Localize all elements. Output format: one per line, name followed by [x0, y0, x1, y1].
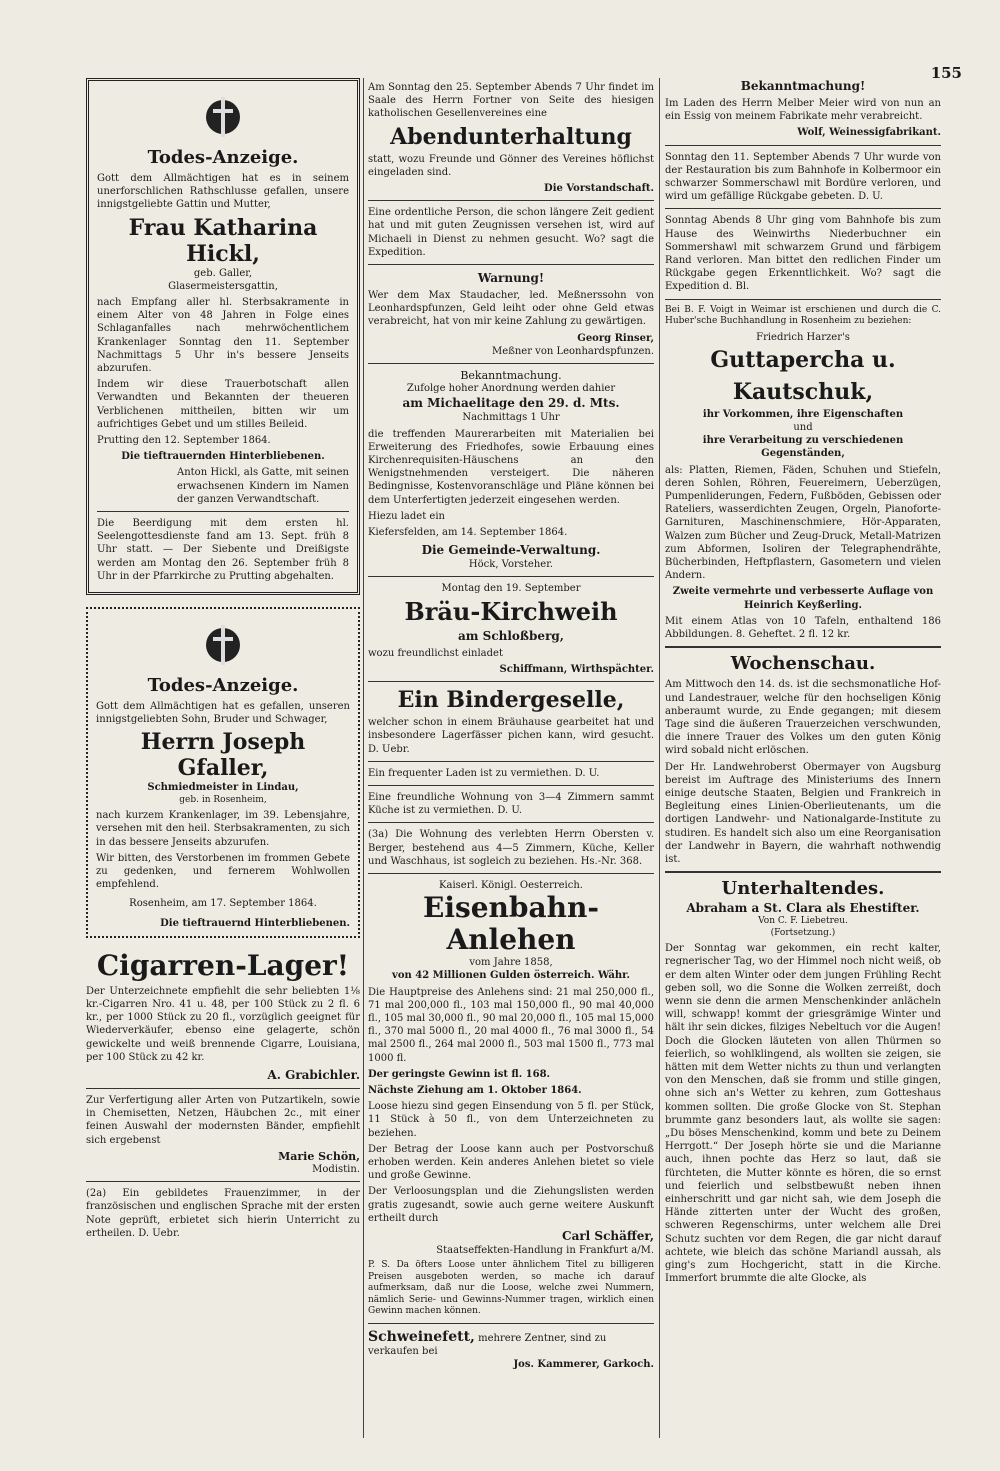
ad-text: (3a) Die Wohnung des verlebten Herrn Obersten v. Berger, bestehend aus 4—5 Zimmern, Küche, Keller und Waschhaus, ist sogleich zu beziehen. Hs.-Nr. 368.: [368, 829, 654, 867]
notice-text: Gott dem Allmächtigen hat es in seinem unerforschlichen Rathschlusse gefallen, unsere innigstgeliebte Gattin und Mutter,: [97, 173, 349, 211]
notice-sub: geb. Galler,: [193, 267, 253, 279]
divider: [368, 822, 654, 823]
notice-signature: Die tieftrauernden Hinterbliebenen.: [121, 451, 325, 463]
divider: [97, 511, 349, 512]
notice-sub: Schmiedmeister in Lindau,: [147, 782, 299, 794]
article-text: Der Hr. Landwehroberst Obermayer von Augsburg bereist im Auftrage des Ministeriums des Innern einige deutsche Staaten, Belgien und Frankreich in Begleitung eines Linien-Oberlieutenants, um die dortigen Landwehr- und Nationalgarde-Institute zu studiren. Es handelt sich also um eine Reorganisation der Landwehr in Bayern, die wahrhaft nothwendig ist.: [665, 761, 941, 865]
ad-text: Mit einem Atlas von 10 Tafeln, enthaltend 186 Abbildungen. 8. Geheftet. 2 fl. 12 kr.: [665, 615, 941, 641]
ad-signature: Carl Schäffer,: [562, 1228, 654, 1243]
notice-title: Todes-Anzeige.: [147, 675, 299, 697]
ad-text: Hiezu ladet ein: [368, 510, 445, 522]
ad-text: Bei B. F. Voigt in Weimar ist erschienen und durch die C. Huber'sche Buchhandlung in Rosenheim zu beziehen:: [665, 304, 941, 327]
notice-text: nach Empfang aller hl. Sterbsakramente in einem Alter von 48 Jahren in Folge eines Schlaganfalles nach mehrwöchentlichem Krankenlager Sonntag den 11. September Nachmittags 5 Uhr in's bessere Jenseits abzurufen.: [97, 297, 349, 375]
ad-line: ihr Vorkommen, ihre Eigenschaften: [702, 408, 904, 420]
ad-text: Der Verloosungsplan und die Ziehungslisten werden gratis zugesandt, sowie auch gerne weitere Auskunft ertheilt durch: [368, 1186, 654, 1224]
ad-heading: Ein Bindergeselle,: [397, 687, 625, 714]
ad-postscript: P. S. Da öfters Loose unter ähnlichem Titel zu billigeren Preisen ausgeboten werden, so mache ich darauf aufmerksam, daß nur die Loose, welche zwei Nummern, nämlich Serie- und Gewinns-Nummer tragen, wirklich einen Gewinn machen können.: [368, 1260, 654, 1317]
ad-heading: Bräu-Kirchweih: [404, 596, 618, 626]
divider: [368, 576, 654, 577]
notice-date: Rosenheim, am 17. September 1864.: [129, 898, 317, 910]
ad-heading: Bekanntmachung!: [740, 79, 866, 93]
divider: [368, 681, 654, 682]
ad-text: Ein frequenter Laden ist zu vermiethen. D. U.: [368, 767, 600, 779]
ad-text: Die Hauptpreise des Anlehens sind: 21 mal 250,000 fl., 71 mal 200,000 fl., 103 mal 150,000 fl., 90 mal 40,000 fl., 105 mal 30,000 fl., 90 mal 20,000 fl., 105 mal 15,000 fl., 370 mal 5000 fl., 20 mal 4000 fl., 76 mal 3000 fl., 54 mal 2500 fl., 264 mal 2000 fl., 503 mal 1500 fl., 773 mal 1000 fl.: [368, 986, 654, 1064]
notice-title: Todes-Anzeige.: [147, 147, 299, 168]
ad-text: Eine freundliche Wohnung von 3—4 Zimmern sammt Küche ist zu vermiethen. D. U.: [368, 791, 654, 817]
divider: [665, 299, 941, 300]
ad-heading: Guttapercha u. Kautschuk,: [710, 346, 896, 405]
notice-signature: Die tieftrauernd Hinterbliebenen.: [160, 917, 350, 929]
divider: [368, 1323, 654, 1324]
ad-heading: Warnung!: [477, 271, 545, 286]
ad-text: mehrere Zentner, sind zu verkaufen bei: [368, 1332, 607, 1357]
ad-date: Kiefersfelden, am 14. September 1864.: [368, 527, 568, 539]
ad-signature: Höck, Vorsteher.: [468, 559, 554, 571]
notice-text: Wir bitten, des Verstorbenen im frommen Gebete zu gedenken, und fernerem Wohlwollen empfehlend.: [96, 852, 350, 891]
notice-sub: Glasermeistersgattin,: [168, 280, 278, 292]
divider: [665, 145, 941, 146]
column-2: [368, 78, 654, 1371]
ad-text: Am Sonntag den 25. September Abends 7 Uhr findet im Saale des Herrn Fortner von Seite des hiesigen katholischen Gesellenvereines eine: [368, 82, 654, 120]
ad-text: Sonntag Abends 8 Uhr ging vom Bahnhofe bis zum Hause des Weinwirths Niederbuchner ein Sommershawl mit schwarzem Grund und färbigem Rand verloren. Man bittet den redlichen Finder um Rückgabe gegen Erkenntlichkeit. Wo? sagt die Expedition d. Bl.: [665, 215, 941, 293]
notice-text: Die Beerdigung mit dem ersten hl. Seelengottesdienste fand am 13. Sept. früh 8 Uhr statt. — Der Siebente und Dreißigste werden am Montag den 26. September früh 8 Uhr in der Pfarrkirche zu Prutting abgehalten.: [97, 518, 349, 582]
story-author: Von C. F. Liebetreu.: [758, 916, 848, 927]
ad-text: Wer dem Max Staudacher, led. Meßnerssohn von Leonhardspfunzen, Geld leiht oder ohne Geld etwas verabreicht, hat von mir keine Zahlung zu gewärtigen.: [368, 290, 654, 328]
notice-signature: Anton Hickl, als Gatte, mit seinen erwachsenen Kindern im Namen der ganzen Verwandtschaft.: [177, 467, 349, 505]
notice-date: Prutting den 12. September 1864.: [97, 435, 271, 447]
ad-cigars: [86, 950, 360, 1083]
ad-text: Loose hiezu sind gegen Einsendung von 5 fl. per Stück, 11 Stück à 50 fl., von dem Unterzeichneten zu beziehen.: [368, 1101, 654, 1139]
ad-line: ihre Verarbeitung zu verschiedenen Gegenständen,: [702, 435, 904, 460]
ad-signature: Jos. Kammerer, Garkoch.: [513, 1359, 654, 1371]
notice-text: Indem wir diese Trauerbotschaft allen Verwandten und Bekannten der theueren Verblichenen mittheilen, bitten wir um aufrichtiges Gebet und um stilles Beileid.: [97, 379, 349, 430]
ad-signature: Schiffmann, Wirthspächter.: [499, 663, 654, 675]
section-heading: Wochenschau.: [730, 653, 876, 675]
page-number: 155: [930, 64, 962, 82]
column-divider: [363, 78, 364, 1438]
ad-signature: Georg Rinser,: [577, 332, 654, 344]
ad-text: Der geringste Gewinn ist fl. 168.: [368, 1068, 551, 1080]
story-continuation: (Fortsetzung.): [770, 927, 836, 938]
ad-text: Nächste Ziehung am 1. Oktober 1864.: [368, 1084, 582, 1096]
mourning-cross-icon: [203, 619, 243, 669]
ad-signature: Modistin.: [312, 1164, 360, 1176]
death-notice-hickl: [86, 78, 360, 595]
ad-text: Eine ordentliche Person, die schon längere Zeit gedient hat und mit guten Zeugnissen versehen ist, wird auf Michaeli in Dienst zu nehmen gesucht. Wo? sagt die Expedition.: [368, 207, 654, 258]
ad-line: wozu freundlichst einladet: [368, 647, 503, 659]
divider: [665, 871, 941, 873]
divider: [368, 363, 654, 364]
mourning-cross-icon: [203, 91, 243, 141]
ad-line: Zweite vermehrte und verbesserte Auflage von Heinrich Keyßerling.: [672, 586, 934, 611]
ad-line: am Schloßberg,: [458, 628, 564, 643]
story-text: Der Sonntag war gekommen, ein recht kalter, regnerischer Tag, wo der Himmel noch nicht weiß, ob er dem alten Winter oder dem jungen Frühling Recht geben soll, wo die Sonne die Wolken zerreißt, doch wenn sie denn die armen Menschenkinder anlächeln will, schwapp! kommt der griesgrämige Winter und hält ihr sein dickes, filziges Nebeltuch vor die Augen! Doch die Glocken läuteten von allen Thürmen so feierlich, so wohlklingend, als wollten sie zeigen, sie hätten mit dem Wetter nichts zu thun und verlangten von den Menschen, daß sie fromm und stille gingen, ohne sich an's Wetter zu kehren, zum Gotteshaus kommen sollten. Die große Glocke von St. Stephan brummte ganz besonders laut, als wollte sie sagen: „Du böses Menschenkind, komm und bete zu Deinem Herrgott.“ Der Joseph hörte sie und die Marianne auch, ihnen pochte das Herz so laut, daß sie fürchteten, die Mutter könnte es hören, die so ernst und feierlich und selbstbewußt neben ihnen einherschritt und gar nicht sah, wie dem Joseph die Hände zitterten unter der Wucht des großen, schweren Regenschirms, unter welchem alle Drei Schutz suchten vor dem Regen, die gar nicht darauf achtete, wie bleich das schöne Mariandl aussah, als ging's zum Hochgericht, statt in die Kirche. Immerfort brummte die alte Glocke, als: [665, 943, 941, 1285]
divider: [368, 873, 654, 874]
ad-signature: Die Vorstandschaft.: [544, 183, 654, 195]
ad-line: vom Jahre 1858,: [469, 957, 553, 969]
ad-tutor: (2a) Ein gebildetes Frauenzimmer, in der französischen und englischen Sprache mit der ersten Note geprüft, erbietet sich hierin Unterricht zu ertheilen. D. Uebr.: [86, 1188, 360, 1239]
divider: [86, 1088, 360, 1089]
ad-line: von 42 Millionen Gulden österreich. Währ.: [392, 970, 630, 982]
divider: [368, 200, 654, 201]
section-heading: Unterhaltendes.: [721, 878, 885, 900]
ad-signature: A. Grabichler.: [267, 1068, 360, 1083]
ad-line: Montag den 19. September: [441, 583, 581, 595]
ad-heading: Schweinefett,: [368, 1328, 475, 1345]
column-3: [665, 78, 941, 1288]
ad-milliner: [86, 1094, 360, 1176]
ad-heading: Abendunterhaltung: [390, 123, 632, 150]
column-divider: [659, 78, 660, 1438]
divider: [368, 761, 654, 762]
divider: [665, 646, 941, 648]
ad-text: Der Unterzeichnete empfiehlt die sehr beliebten 1⅛ kr.-Cigarren Nro. 41 u. 48, per 100 Stück zu 2 fl. 6 kr., per 1000 Stück zu 20 fl., vorzüglich geeignet für Wiederverkäufer, ebenso eine gelagerte, schön gewickelte und weiß brennende Cigarre, Louisiana, per 100 Stück zu 42 kr.: [86, 985, 360, 1063]
ad-heading: Eisenbahn-Anlehen: [423, 891, 599, 957]
ad-signature: Meßner von Leonhardspfunzen.: [492, 345, 654, 357]
ad-line: am Michaelitage den 29. d. Mts.: [402, 396, 620, 411]
ad-text: Der Betrag der Loose kann auch per Postvorschuß erhoben werden. Kein anderes Anlehen bietet so viele und große Gewinne.: [368, 1143, 654, 1182]
ad-text: welcher schon in einem Bräuhause gearbeitet hat und insbesondere Lagerfässer pichen kann, wird gesucht. D. Uebr.: [368, 717, 654, 755]
story-title: Abraham a St. Clara als Ehestifter.: [686, 901, 920, 916]
ad-signature: Staatseffekten-Handlung in Frankfurt a/M.: [436, 1244, 654, 1256]
ad-text: Sonntag den 11. September Abends 7 Uhr wurde von der Restauration bis zum Bahnhofe in Kolbermoor ein schwarzer Sommerschawl mit Bordüre verloren, und wird um gefällige Rückgabe gebeten. D. U.: [665, 151, 941, 203]
notice-text: nach kurzem Krankenlager, im 39. Lebensjahre, versehen mit den heil. Sterbsakramenten, zu sich in das bessere Jenseits abzurufen.: [96, 810, 350, 848]
ad-line: Kaiserl. Königl. Oesterreich.: [439, 879, 583, 891]
ad-text: als: Platten, Riemen, Fäden, Schuhen und Stiefeln, deren Sohlen, Röhren, Feuereimern, Ueberzügen, Pumpenliderungen, Federn, Fußböden, Gebissen oder Rateliers, wasserdichten Zeugen, Orgeln, Pianoforte-Garnituren, Maschinenschmiere, Hör-Apparaten, Walzen zum Bücher und Zeug-Druck, Metall-Matrizen zum Abformen, Isoliren der Telegraphendrähte, Bücherbinden, Heftpflastern, Gasometern und vielen Andern.: [665, 464, 941, 582]
deceased-name: Frau Katharina Hickl,: [128, 214, 318, 267]
ad-signature: Die Gemeinde-Verwaltung.: [421, 543, 601, 558]
death-notice-gfaller: [86, 607, 360, 938]
notice-text: Gott dem Allmächtigen hat es gefallen, unseren innigstgeliebten Sohn, Bruder und Schwager,: [96, 701, 350, 726]
ad-signature: Marie Schön,: [278, 1149, 360, 1163]
ad-text: Zufolge hoher Anordnung werden dahier: [406, 383, 616, 395]
article-text: Am Mittwoch den 14. ds. ist die sechsmonatliche Hof- und Landestrauer, welche für den hochseligen König anberaumt wurde, zu Ende gegangen; mit diesem Tage sind die äußeren Trauerzeichen verschwunden, die innere Trauer des Volkes um den guten König wird sobald nicht erlöschen.: [665, 679, 941, 757]
ad-line: Friedrich Harzer's: [756, 331, 850, 343]
ad-text: die treffenden Maurerarbeiten mit Materialien bei Erweiterung des Friedhofes, sowie Erbauung eines Kirchenrequisiten-Häuschens an den Wenigstnehmenden versteigert. Die näheren Bedingnisse, Kostenvoranschläge und Pläne können bei dem Unterfertigten jederzeit eingesehen werden.: [368, 428, 654, 506]
notice-sub: geb. in Rosenheim,: [179, 794, 267, 805]
ad-title: Cigarren-Lager!: [96, 948, 350, 982]
divider: [368, 785, 654, 786]
ad-line: Nachmittags 1 Uhr: [462, 412, 560, 424]
divider: [368, 264, 654, 265]
deceased-name: Herrn Joseph Gfaller,: [140, 729, 306, 782]
divider: [86, 1181, 360, 1182]
ad-heading: Bekanntmachung.: [460, 369, 562, 383]
ad-signature: Wolf, Weinessigfabrikant.: [797, 127, 941, 139]
ad-line: und: [793, 422, 813, 434]
ad-text: Im Laden des Herrn Melber Meier wird von nun an ein Essig von meinem Fabrikate mehr verabreicht.: [665, 98, 941, 123]
ad-text: statt, wozu Freunde und Gönner des Vereines höflichst eingeladen sind.: [368, 153, 654, 178]
column-1: [86, 78, 360, 1243]
ad-text: Zur Verfertigung aller Arten von Putzartikeln, sowie in Chemisetten, Netzen, Häubchen 2c., mit einer feinen Auswahl der modernsten Bänder, empfiehlt sich ergebenst: [86, 1095, 360, 1146]
divider: [665, 208, 941, 209]
